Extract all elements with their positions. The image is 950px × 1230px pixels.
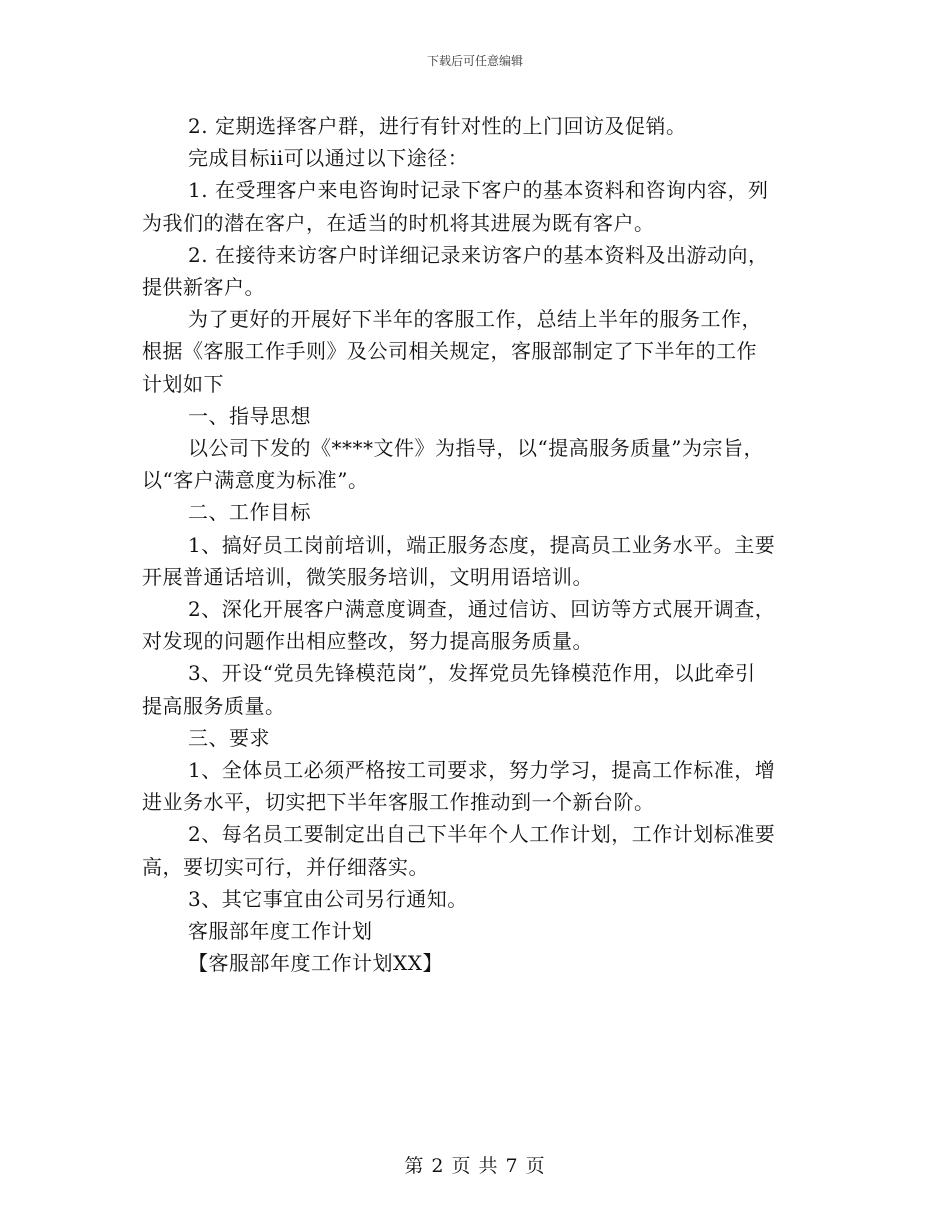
paragraph-line: 2. 定期选择客户群，进行有针对性的上门回访及促销。	[188, 114, 687, 138]
paragraph-line: 根据《客服工作手则》及公司相关规定，客服部制定了下半年的工作	[142, 339, 757, 364]
paragraph-line: 以“客户满意度为标准”。	[142, 468, 369, 493]
paragraph-line: 完成目标ii可以通过以下途径：	[188, 146, 469, 171]
document-body	[142, 110, 810, 979]
document-title: 客服部年度工作计划	[188, 919, 373, 944]
section-heading: 二、工作目标	[188, 500, 311, 525]
section-heading: 一、指导思想	[188, 403, 311, 428]
paragraph-line: 计划如下	[142, 371, 224, 396]
paragraph-line: 3、其它事宜由公司另行通知。	[188, 886, 468, 911]
paragraph-line: 1、全体员工必须严格按工司要求，努力学习，提高工作标准，增	[188, 758, 776, 783]
paragraph-line: 2、每名员工要制定出自己下半年个人工作计划，工作计划标准要	[188, 822, 776, 847]
paragraph-line: 2. 在接待来访客户时详细记录来访客户的基本资料及出游动向，	[188, 242, 769, 267]
paragraph-line: 为了更好的开展好下半年的客服工作，总结上半年的服务工作，	[188, 307, 762, 332]
paragraph-line: 进业务水平，切实把下半年客服工作推动到一个新台阶。	[142, 790, 655, 815]
document-subtitle: 【客服部年度工作计划XX】	[188, 951, 443, 976]
section-heading: 三、要求	[188, 725, 270, 750]
paragraph-line: 开展普通话培训，微笑服务培训，文明用语培训。	[142, 564, 593, 589]
paragraph-line: 以公司下发的《****文件》为指导，以“提高服务质量”为宗旨，	[188, 436, 764, 461]
paragraph-line: 1、搞好员工岗前培训，端正服务态度，提高员工业务水平。主要	[188, 532, 776, 557]
page-number: 第 2 页 共 7 页	[404, 1155, 546, 1177]
paragraph-line: 对发现的问题作出相应整改，努力提高服务质量。	[142, 629, 593, 654]
paragraph-line: 提供新客户。	[142, 275, 265, 300]
paragraph-line: 为我们的潜在客户，在适当的时机将其进展为既有客户。	[142, 210, 655, 235]
paragraph-line: 提高服务质量。	[142, 693, 286, 718]
paragraph-line: 高，要切实可行，并仔细落实。	[142, 854, 429, 879]
paragraph-line: 2、深化开展客户满意度调查，通过信访、回访等方式展开调查，	[188, 597, 776, 622]
paragraph-line: 3、开设“党员先锋模范岗”，发挥党员先锋模范作用，以此牵引	[188, 661, 756, 686]
page-header-note: 下载后可任意编辑	[426, 54, 523, 68]
paragraph-line: 1. 在受理客户来电咨询时记录下客户的基本资料和咨询内容，列	[188, 178, 769, 203]
